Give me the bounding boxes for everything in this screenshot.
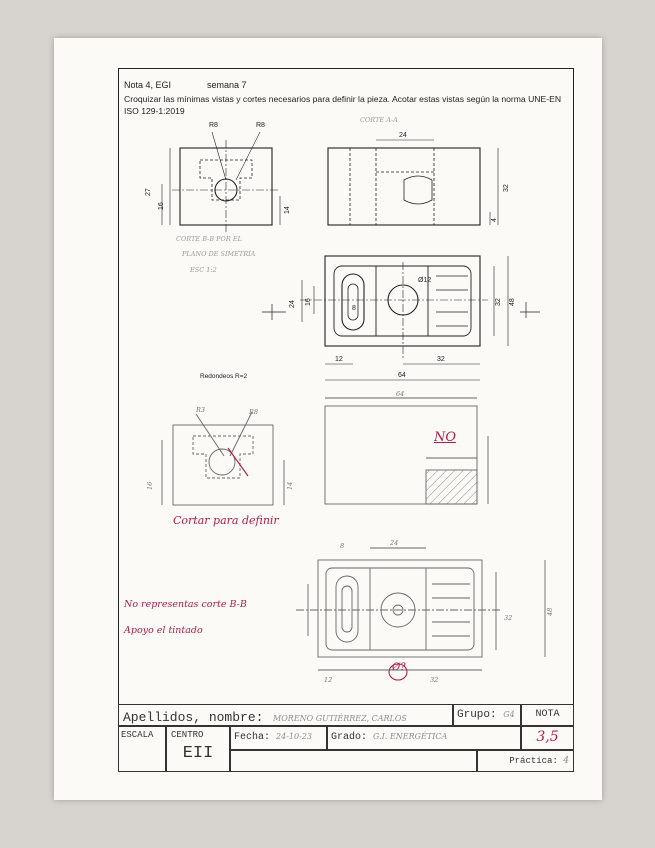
dim-top-16: 16 [305, 298, 312, 306]
dim-side-24: 24 [399, 132, 407, 139]
sketch-dim-r3: R3 [196, 406, 206, 414]
dim-top-24: 24 [289, 300, 296, 308]
practica-cell [477, 750, 574, 772]
sketch-dim-8: 8 [340, 542, 345, 550]
correction-apoyo: Apoyo el tintado [124, 625, 203, 636]
escala-cell [118, 726, 166, 772]
pencil-note-simetria: PLANO DE SIMETRÍA [182, 250, 256, 258]
pencil-note-corte-bb: CORTE B-B POR EL [176, 235, 242, 243]
dim-top-64: 64 [398, 372, 406, 379]
dim-front-14: 14 [284, 206, 291, 214]
name-value: MORENO GUTIÉRREZ, CARLOS [273, 714, 407, 723]
dim-side-4: 4 [491, 218, 498, 222]
dim-top-32: 32 [495, 298, 502, 306]
pencil-note-corte-aa: CORTE A-A [360, 116, 398, 124]
sketch-dim-64: 64 [396, 390, 405, 398]
sketch-front-view [173, 425, 273, 505]
grado-cell [327, 726, 521, 750]
dim-front-16: 16 [158, 202, 165, 210]
fecha-value: 24-10-23 [276, 732, 312, 741]
correction-no: NO [434, 430, 457, 445]
dim-top-32b: 32 [437, 356, 445, 363]
group-value: G4 [503, 710, 515, 719]
name-label: Apellidos, nombre: [123, 710, 264, 725]
top-view-slot [342, 274, 364, 330]
sketch-dim-16: 16 [146, 481, 154, 490]
fecha-cell [230, 726, 327, 750]
sketch-dim-14: 14 [286, 481, 294, 490]
title-block [118, 704, 574, 772]
dim-front-r8-a: R8 [209, 122, 218, 129]
note-label: Nota 4, EGI [124, 80, 172, 90]
week-label: semana 7 [207, 80, 247, 90]
grado-label: Grado: [331, 732, 368, 743]
group-cell [453, 704, 521, 726]
centro-cell [166, 726, 230, 772]
name-cell [118, 704, 453, 726]
sketch-dim-32b: 32 [430, 676, 439, 684]
blank-cell [230, 750, 477, 772]
nota-value-cell [521, 726, 574, 750]
nota-label-cell [521, 704, 574, 726]
sketch-top-view [318, 560, 482, 657]
dim-side-32: 32 [503, 184, 510, 192]
dim-top-dia12: Ø12 [418, 277, 432, 284]
practica-value: 4 [563, 756, 569, 766]
instructions-text: Croquizar las mínimas vistas y cortes necesarios para definir la pieza. Acotar estas vistas según la norma UNE-EN ISO 129-1:2019 [124, 94, 562, 116]
correction-no-representas: No representas corte B-B [124, 599, 247, 610]
grado-value: G.I. ENERGÉTICA [373, 732, 448, 741]
escala-label: ESCALA [121, 730, 154, 740]
centro-label: CENTRO [171, 730, 204, 740]
nota-label: NOTA [535, 709, 560, 720]
sketch-dim-48: 48 [546, 607, 554, 616]
nota-value: 3,5 [536, 729, 559, 745]
dim-front-r8-b: R8 [256, 122, 265, 129]
dim-top-48: 48 [509, 298, 516, 306]
fillets-note: Redondeos R=2 [200, 373, 248, 380]
sketch-dim-12: 12 [324, 676, 333, 684]
dim-top-8: 8 [352, 305, 356, 312]
practica-label: Práctica: [509, 756, 558, 766]
dim-top-12: 12 [335, 356, 343, 363]
correction-question: Ø? [392, 662, 406, 673]
sketch-dim-32: 32 [504, 614, 513, 622]
dim-front-27: 27 [145, 188, 152, 196]
pencil-note-escala: ESC 1:2 [190, 266, 217, 274]
fecha-label: Fecha: [234, 732, 271, 743]
sketch-dim-24: 24 [390, 539, 399, 547]
group-label: Grupo: [457, 709, 497, 721]
centro-value: EII [182, 744, 214, 763]
sketch-dim-r8: R8 [249, 408, 259, 416]
correction-cortar: Cortar para definir [173, 514, 279, 527]
